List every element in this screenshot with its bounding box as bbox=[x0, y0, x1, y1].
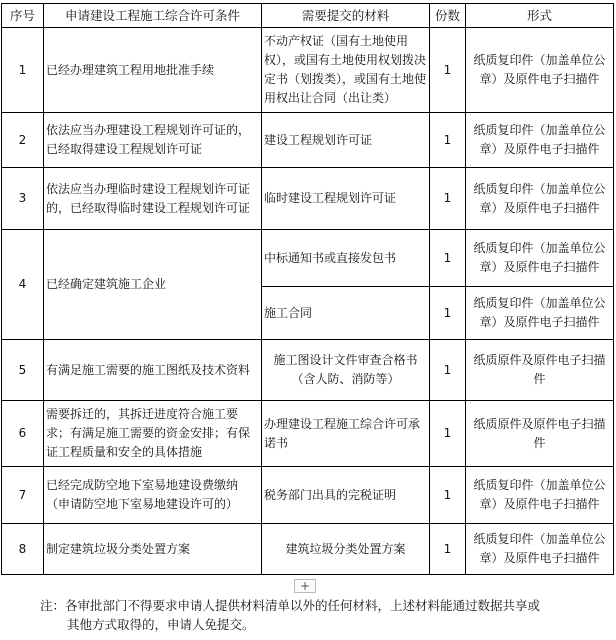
condition-cell: 已经确定建筑施工企业 bbox=[44, 230, 262, 340]
header-no: 序号 bbox=[2, 4, 44, 28]
condition-cell: 依法应当办理临时建设工程规划许可证的，已经取得临时建设工程规划许可证 bbox=[44, 168, 262, 230]
table-row bbox=[2, 467, 614, 524]
add-row-button[interactable]: + bbox=[294, 579, 316, 593]
row-number: 6 bbox=[2, 401, 44, 467]
condition-cell: 已经办理建筑工程用地批准手续 bbox=[44, 28, 262, 113]
form-cell: 纸质复印件（加盖单位公章）及原件电子扫描件 bbox=[466, 113, 614, 168]
row-number: 3 bbox=[2, 168, 44, 230]
form-cell: 纸质原件及原件电子扫描件 bbox=[466, 340, 614, 401]
material-cell: 中标通知书或直接发包书 bbox=[262, 230, 430, 287]
table-row bbox=[2, 28, 614, 113]
table-row bbox=[2, 168, 614, 230]
copies-cell: 1 bbox=[430, 113, 466, 168]
copies-cell: 1 bbox=[430, 340, 466, 401]
header-materials: 需要提交的材料 bbox=[262, 4, 430, 28]
material-cell: 税务部门出具的完税证明 bbox=[262, 467, 430, 524]
footnote bbox=[40, 596, 600, 634]
form-cell: 纸质复印件（加盖单位公章）及原件电子扫描件 bbox=[466, 524, 614, 575]
form-cell: 纸质复印件（加盖单位公章）及原件电子扫描件 bbox=[466, 168, 614, 230]
material-cell: 临时建设工程规划许可证 bbox=[262, 168, 430, 230]
form-cell: 纸质原件及原件电子扫描件 bbox=[466, 401, 614, 467]
material-cell: 建筑垃圾分类处置方案 bbox=[262, 524, 430, 575]
footnote-line-1: 注：各审批部门不得要求申请人提供材料清单以外的任何材料，上述材料能通过数据共享或 bbox=[40, 598, 541, 613]
table-row bbox=[2, 230, 614, 287]
row-number: 1 bbox=[2, 28, 44, 113]
row-number: 5 bbox=[2, 340, 44, 401]
condition-cell: 需要拆迁的，其拆迁进度符合施工要求；有满足施工需要的资金安排；有保证工程质量和安全的具体措施 bbox=[44, 401, 262, 467]
material-cell: 施工图设计文件审查合格书（含人防、消防等） bbox=[262, 340, 430, 401]
copies-cell: 1 bbox=[430, 230, 466, 287]
row-number: 4 bbox=[2, 230, 44, 340]
material-cell: 办理建设工程施工综合许可承诺书 bbox=[262, 401, 430, 467]
material-cell: 建设工程规划许可证 bbox=[262, 113, 430, 168]
table-row bbox=[2, 401, 614, 467]
material-cell: 施工合同 bbox=[262, 287, 430, 340]
form-cell: 纸质复印件（加盖单位公章）及原件电子扫描件 bbox=[466, 287, 614, 340]
material-cell: 不动产权证（国有土地使用权），或国有土地使用权划拨决定书（划拨类），或国有土地使用权出让合同（出让类） bbox=[262, 28, 430, 113]
header-form: 形式 bbox=[466, 4, 614, 28]
header-condition: 申请建设工程施工综合许可条件 bbox=[44, 4, 262, 28]
form-cell: 纸质复印件（加盖单位公章）及原件电子扫描件 bbox=[466, 467, 614, 524]
table-row bbox=[2, 113, 614, 168]
footnote-line-2: 其他方式取得的，申请人免提交。 bbox=[67, 617, 255, 632]
row-number: 8 bbox=[2, 524, 44, 575]
copies-cell: 1 bbox=[430, 467, 466, 524]
form-cell: 纸质复印件（加盖单位公章）及原件电子扫描件 bbox=[466, 230, 614, 287]
table-header-row bbox=[2, 4, 614, 28]
condition-cell: 依法应当办理建设工程规划许可证的，已经取得建设工程规划许可证 bbox=[44, 113, 262, 168]
condition-cell: 有满足施工需要的施工图纸及技术资料 bbox=[44, 340, 262, 401]
copies-cell: 1 bbox=[430, 168, 466, 230]
copies-cell: 1 bbox=[430, 401, 466, 467]
copies-cell: 1 bbox=[430, 287, 466, 340]
table-row bbox=[2, 340, 614, 401]
copies-cell: 1 bbox=[430, 524, 466, 575]
condition-cell: 已经完成防空地下室易地建设费缴纳（申请防空地下室易地建设许可的） bbox=[44, 467, 262, 524]
requirements-table bbox=[1, 3, 614, 575]
row-number: 2 bbox=[2, 113, 44, 168]
copies-cell: 1 bbox=[430, 28, 466, 113]
table-row bbox=[2, 524, 614, 575]
form-cell: 纸质复印件（加盖单位公章）及原件电子扫描件 bbox=[466, 28, 614, 113]
condition-cell: 制定建筑垃圾分类处置方案 bbox=[44, 524, 262, 575]
row-number: 7 bbox=[2, 467, 44, 524]
header-copies: 份数 bbox=[430, 4, 466, 28]
